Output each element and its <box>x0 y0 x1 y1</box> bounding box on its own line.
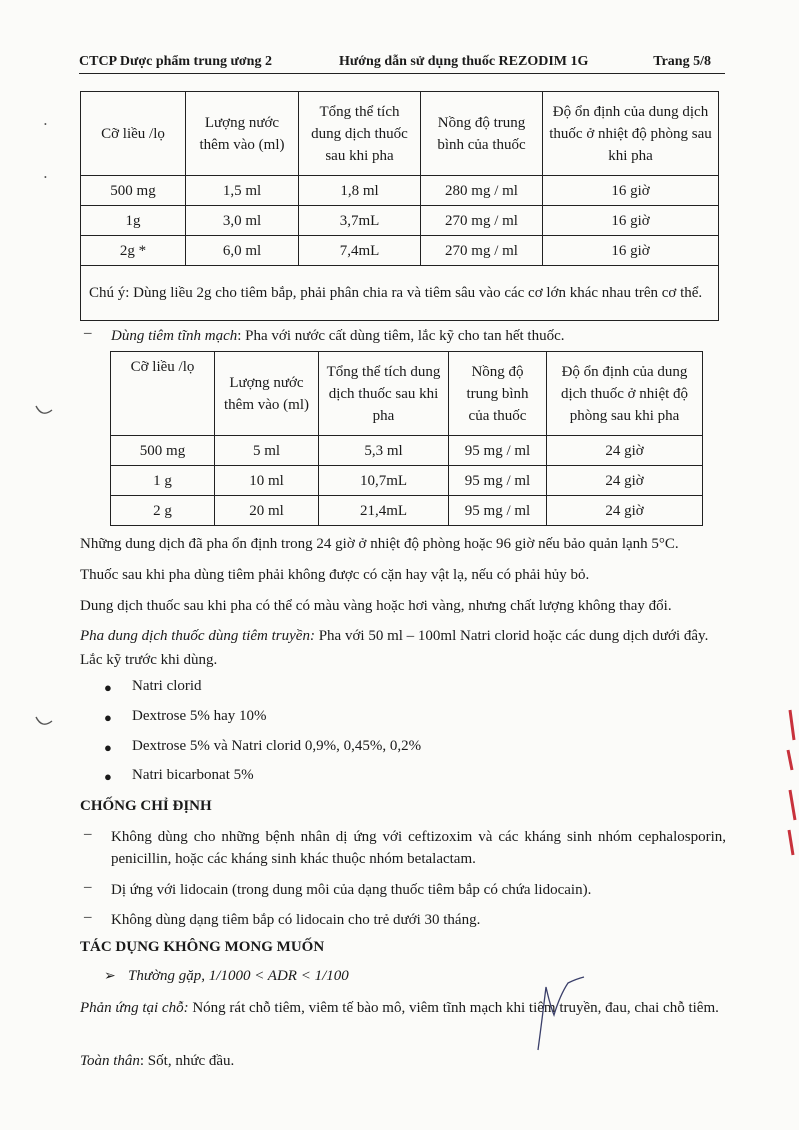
table-header-cell: Độ ổn định của dung dịch thuốc ở nhiệt độ phòng sau khi pha <box>547 352 703 436</box>
color-paragraph: Dung dịch thuốc sau khi pha có thể có màu vàng hoặc hơi vàng, nhưng chất lượng không thay đổi. <box>80 598 672 614</box>
im-dilution-table <box>80 91 719 321</box>
contra-item: Không dùng cho những bệnh nhân dị ứng với ceftizoxim và các kháng sinh nhóm cephalosporin, penicillin, hoặc các kháng sinh khác thuộc nhóm betalactam. <box>111 829 726 867</box>
contraindications-heading: CHỐNG CHỈ ĐỊNH <box>80 798 212 814</box>
contra-item: Không dùng dạng tiêm bắp có lidocain cho trẻ dưới 30 tháng. <box>111 912 481 928</box>
iv-dilution-table <box>110 351 703 526</box>
table-cell: 5 ml <box>215 436 319 466</box>
table-cell: 6,0 ml <box>186 236 299 266</box>
table-header-cell: Tổng thể tích dung dịch thuốc sau khi pha <box>299 92 421 176</box>
table-cell: 1g <box>81 206 186 236</box>
dash-marker: – <box>84 325 92 341</box>
infusion-paragraph <box>80 624 728 672</box>
table-header-cell: Lượng nước thêm vào (ml) <box>186 92 299 176</box>
table-row <box>81 236 719 266</box>
table-cell: 7,4mL <box>299 236 421 266</box>
scan-dot: • <box>44 120 47 129</box>
table-cell: 2g * <box>81 236 186 266</box>
infusion-text: Pha với 50 ml – 100ml Natri clorid hoặc các dung dịch dưới đây. Lắc kỹ trước khi dùng. <box>80 628 709 668</box>
table-cell: 95 mg / ml <box>449 466 547 496</box>
table-header-row <box>81 92 719 176</box>
dash-marker: – <box>84 826 92 842</box>
adverse-effects-heading: TÁC DỤNG KHÔNG MONG MUỐN <box>80 939 325 955</box>
table-cell: 95 mg / ml <box>449 436 547 466</box>
table-cell: 1,8 ml <box>299 176 421 206</box>
local-reaction-text: Nóng rát chỗ tiêm, viêm tế bào mô, viêm tĩnh mạch khi tiêm truyền, đau, chai chỗ tiêm. <box>188 1000 719 1016</box>
inspection-paragraph: Thuốc sau khi pha dùng tiêm phải không được có cặn hay vật lạ, nếu có phải hủy bỏ. <box>80 567 590 583</box>
table-cell: 280 mg / ml <box>421 176 543 206</box>
table-cell: 24 giờ <box>547 496 703 526</box>
table-cell: 95 mg / ml <box>449 496 547 526</box>
table-header-cell: Nồng độ trung bình của thuốc <box>449 352 547 436</box>
table-row <box>81 176 719 206</box>
table-cell: 1,5 ml <box>186 176 299 206</box>
table-cell: 16 giờ <box>543 236 719 266</box>
table-cell: 21,4mL <box>319 496 449 526</box>
table-header-cell: Nồng độ trung bình của thuốc <box>421 92 543 176</box>
iv-intro <box>111 325 726 347</box>
table-cell: 2 g <box>111 496 215 526</box>
bullet-dot: ● <box>104 740 112 755</box>
table-cell: 24 giờ <box>547 466 703 496</box>
table-cell: 10 ml <box>215 466 319 496</box>
document-title: Hướng dẫn sử dụng thuốc REZODIM 1G <box>339 54 589 69</box>
dash-marker: – <box>84 909 92 925</box>
arrow-icon: ➢ <box>104 969 116 984</box>
binder-hole-mark <box>34 715 54 729</box>
table-cell: 16 giờ <box>543 176 719 206</box>
table-header-cell: Tổng thể tích dung dịch thuốc sau khi pha <box>319 352 449 436</box>
table-header-cell: Độ ổn định của dung dịch thuốc ở nhiệt độ phòng sau khi pha <box>543 92 719 176</box>
table-row <box>111 496 703 526</box>
table-header-cell: Cỡ liều /lọ <box>81 92 186 176</box>
scan-dot: • <box>44 173 47 182</box>
infusion-label: Pha dung dịch thuốc dùng tiêm truyền: <box>80 628 315 644</box>
systemic-text: : Sốt, nhức đầu. <box>139 1053 235 1069</box>
table-cell: 10,7mL <box>319 466 449 496</box>
table-header-cell: Lượng nước thêm vào (ml) <box>215 352 319 436</box>
red-stamp-edge <box>780 700 798 860</box>
table-cell: 24 giờ <box>547 436 703 466</box>
contra-item: Dị ứng với lidocain (trong dung môi của dạng thuốc tiêm bắp có chứa lidocain). <box>111 882 592 898</box>
page-number: Trang 5/8 <box>653 54 711 69</box>
table-cell: 1 g <box>111 466 215 496</box>
table-header-cell: Cỡ liều /lọ <box>111 352 215 436</box>
table-cell: 20 ml <box>215 496 319 526</box>
list-item: Dextrose 5% hay 10% <box>132 708 267 724</box>
header-divider <box>79 73 725 74</box>
table-header-row <box>111 352 703 436</box>
systemic-label: Toàn thân <box>80 1053 140 1069</box>
bullet-dot: ● <box>104 710 112 725</box>
handwritten-signature <box>520 975 600 1055</box>
stability-paragraph: Những dung dịch đã pha ổn định trong 24 giờ ở nhiệt độ phòng hoặc 96 giờ nếu bảo quản lạnh 5°C. <box>80 536 679 552</box>
bullet-dot: ● <box>104 680 112 695</box>
dash-marker: – <box>84 879 92 895</box>
table-cell: 5,3 ml <box>319 436 449 466</box>
list-item: Natri clorid <box>132 678 202 694</box>
table-row <box>111 436 703 466</box>
table-note-row <box>81 266 719 321</box>
table-cell: 500 mg <box>81 176 186 206</box>
company-name: CTCP Dược phẩm trung ương 2 <box>79 54 272 69</box>
table-cell: 270 mg / ml <box>421 236 543 266</box>
local-reaction-paragraph <box>80 996 728 1020</box>
table-cell: 270 mg / ml <box>421 206 543 236</box>
table-row <box>111 466 703 496</box>
systemic-paragraph <box>80 1049 728 1073</box>
local-reaction-label: Phản ứng tại chỗ: <box>80 1000 189 1016</box>
list-item: Natri bicarbonat 5% <box>132 767 254 783</box>
bullet-dot: ● <box>104 769 112 784</box>
table-cell: 16 giờ <box>543 206 719 236</box>
table-cell: 3,7mL <box>299 206 421 236</box>
frequency-label: Thường gặp, 1/1000 < ADR < 1/100 <box>128 968 349 984</box>
binder-hole-mark <box>34 404 54 418</box>
table-cell: 3,0 ml <box>186 206 299 236</box>
list-item: Dextrose 5% và Natri clorid 0,9%, 0,45%, 0,2% <box>132 738 422 754</box>
table-note: Chú ý: Dùng liều 2g cho tiêm bắp, phải phân chia ra và tiêm sâu vào các cơ lớn khác nhau trên cơ thể. <box>81 266 719 321</box>
iv-intro-label: Dùng tiêm tĩnh mạch <box>111 328 238 344</box>
table-row <box>81 206 719 236</box>
iv-intro-text: : Pha với nước cất dùng tiêm, lắc kỹ cho tan hết thuốc. <box>237 328 565 344</box>
table-cell: 500 mg <box>111 436 215 466</box>
